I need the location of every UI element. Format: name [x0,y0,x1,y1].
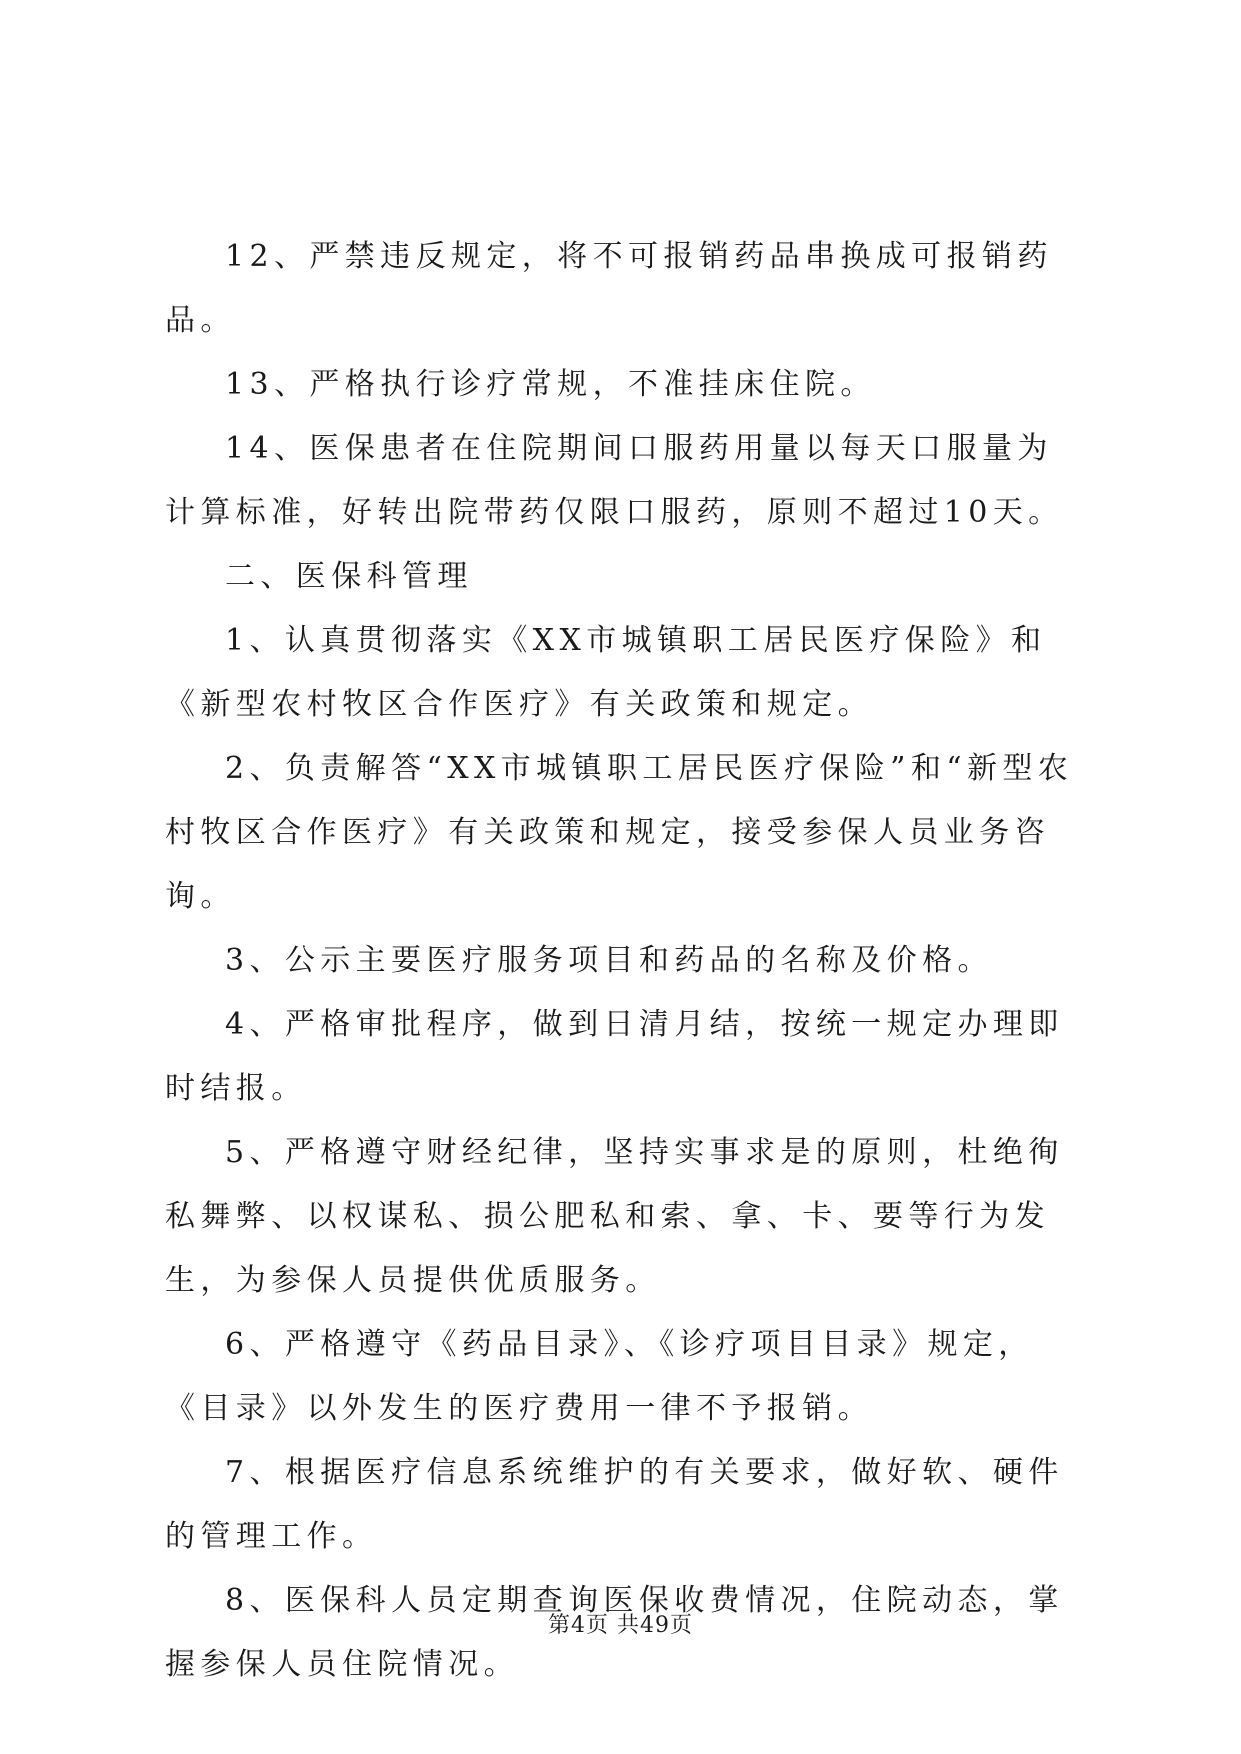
paragraph-item-5: 5、严格遵守财经纪律，坚持实事求是的原则，杜绝徇私舞弊、以权谋私、损公肥私和索、拿、卡、要等行为发生，为参保人员提供优质服务。 [165,1135,1064,1298]
paragraph-item-4: 4、严格审批程序，做到日清月结，按统一规定办理即时结报。 [165,1007,1064,1106]
paragraph-item-6: 6、严格遵守《药品目录》、《诊疗项目目录》规定，《目录》以外发生的医疗费用一律不予报销。 [165,1327,1034,1426]
paragraph-item-13: 13、严格执行诊疗常规，不准挂床住院。 [225,367,876,402]
paragraph-item-12: 12、严禁违反规定，将不可报销药品串换成可报销药品。 [165,239,1053,338]
paragraph-item-8: 8、医保科人员定期查询医保收费情况，住院动态，掌握参保人员住院情况。 [165,1583,1064,1682]
document-body [165,225,1080,1697]
paragraph-item-1: 1、认真贯彻落实《XX市城镇职工居民医疗保险》和《新型农村牧区合作医疗》有关政策和规定。 [165,623,1047,722]
paragraph-item-14: 14、医保患者在住院期间口服药用量以每天口服量为计算标准，好转出院带药仅限口服药，原则不超过10天。 [165,431,1064,530]
paragraph-item-7: 7、根据医疗信息系统维护的有关要求，做好软、硬件的管理工作。 [165,1455,1064,1554]
section-heading: 二、医保科管理 [225,559,473,594]
page-number-footer: 第4页 共49页 [548,1613,693,1638]
paragraph-item-2: 2、负责解答“XX市城镇职工居民医疗保险”和“新型农村牧区合作医疗》有关政策和规定，接受参保人员业务咨询。 [165,751,1074,914]
paragraph-item-3: 3、公示主要医疗服务项目和药品的名称及价格。 [225,943,993,978]
